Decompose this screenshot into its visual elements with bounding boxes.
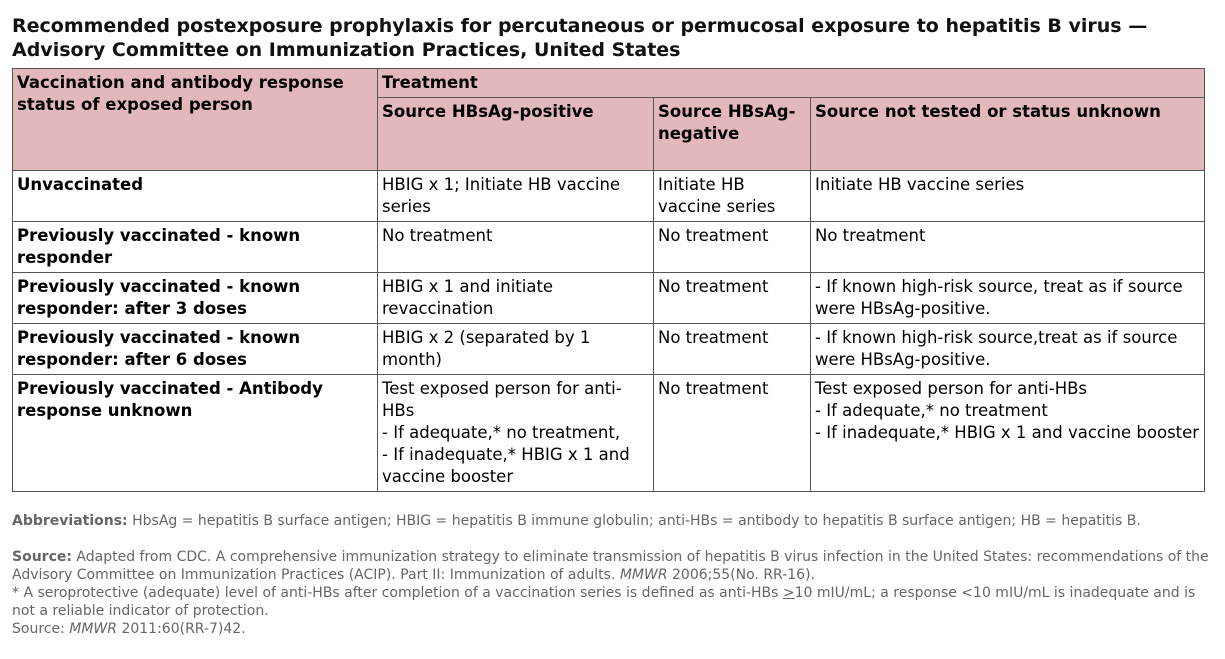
negative-cell: No treatment: [654, 375, 811, 492]
source2-cite: 2011:60(RR-7)42.: [121, 621, 246, 637]
header-status: Vaccination and antibody response status of exposed person: [13, 69, 378, 171]
abbreviations-note: [12, 512, 1212, 530]
positive-cell: HBIG x 1; Initiate HB vaccine series: [378, 171, 654, 222]
title-line-2: Advisory Committee on Immunization Practices, United States: [12, 39, 681, 61]
positive-cell: HBIG x 1 and initiate revaccination: [378, 273, 654, 324]
row-status-cell: Previously vaccinated - known responder: after 3 doses: [13, 273, 378, 324]
header-source-positive: Source HBsAg-positive: [378, 98, 654, 171]
unknown-cell: - If known high-risk source,treat as if source were HBsAg-positive.: [811, 324, 1205, 375]
table-row: [13, 222, 1205, 273]
title-line-1: Recommended postexposure prophylaxis for percutaneous or permucosal exposure to hepatitis B virus —: [12, 15, 1148, 37]
negative-cell: No treatment: [654, 324, 811, 375]
row-status-cell: Previously vaccinated - known responder: [13, 222, 378, 273]
header-source-unknown: Source not tested or status unknown: [811, 98, 1205, 171]
page-title: [12, 14, 1212, 62]
row-status-cell: Previously vaccinated - Antibody response unknown: [13, 375, 378, 492]
footnote-post: 10 mIU/mL; a response <10 mIU/mL is inadequate and is not a reliable indicator of protection.: [12, 585, 1196, 619]
abbreviations-text: HbsAg = hepatitis B surface antigen; HBIG = hepatitis B immune globulin; anti-HBs = antibody to hepatitis B surface antigen; HB = hepatitis B.: [132, 513, 1141, 529]
table-row: [13, 273, 1205, 324]
source2-label: Source:: [12, 621, 65, 637]
source-text: Adapted from CDC. A comprehensive immunization strategy to eliminate transmission of hepatitis B virus infection in the United States: recommendations of the Advisory Committee on Immunization Practices (ACIP). Part II: Immunization of adults.: [12, 549, 1209, 583]
source-note: [12, 548, 1212, 638]
positive-cell: HBIG x 2 (separated by 1 month): [378, 324, 654, 375]
row-status-cell: Previously vaccinated - known responder: after 6 doses: [13, 324, 378, 375]
unknown-cell: No treatment: [811, 222, 1205, 273]
header-source-negative: Source HBsAg-negative: [654, 98, 811, 171]
footnote-geq: >: [782, 585, 795, 601]
unknown-cell: Initiate HB vaccine series: [811, 171, 1205, 222]
negative-cell: No treatment: [654, 222, 811, 273]
unknown-cell: Test exposed person for anti-HBs - If adequate,* no treatment - If inadequate,* HBIG x 1 and vaccine booster: [811, 375, 1205, 492]
table-row: [13, 375, 1205, 492]
row-status-cell: Unvaccinated: [13, 171, 378, 222]
source-journal: MMWR: [619, 567, 668, 583]
table-row: [13, 324, 1205, 375]
source-cite: 2006;55(No. RR-16).: [672, 567, 815, 583]
prophylaxis-table: [12, 68, 1205, 492]
source-label: Source:: [12, 549, 72, 565]
unknown-cell: - If known high-risk source, treat as if source were HBsAg-positive.: [811, 273, 1205, 324]
footnote-pre: * A seroprotective (adequate) level of anti-HBs after completion of a vaccination series is defined as anti-HBs: [12, 585, 779, 601]
source2-journal: MMWR: [69, 621, 117, 637]
positive-cell: No treatment: [378, 222, 654, 273]
positive-cell: Test exposed person for anti-HBs - If adequate,* no treatment, - If inadequate,* HBIG x 1 and vaccine booster: [378, 375, 654, 492]
negative-cell: Initiate HB vaccine series: [654, 171, 811, 222]
table-row: [13, 171, 1205, 222]
abbreviations-label: Abbreviations:: [12, 513, 128, 529]
header-treatment: Treatment: [378, 69, 1205, 98]
negative-cell: No treatment: [654, 273, 811, 324]
